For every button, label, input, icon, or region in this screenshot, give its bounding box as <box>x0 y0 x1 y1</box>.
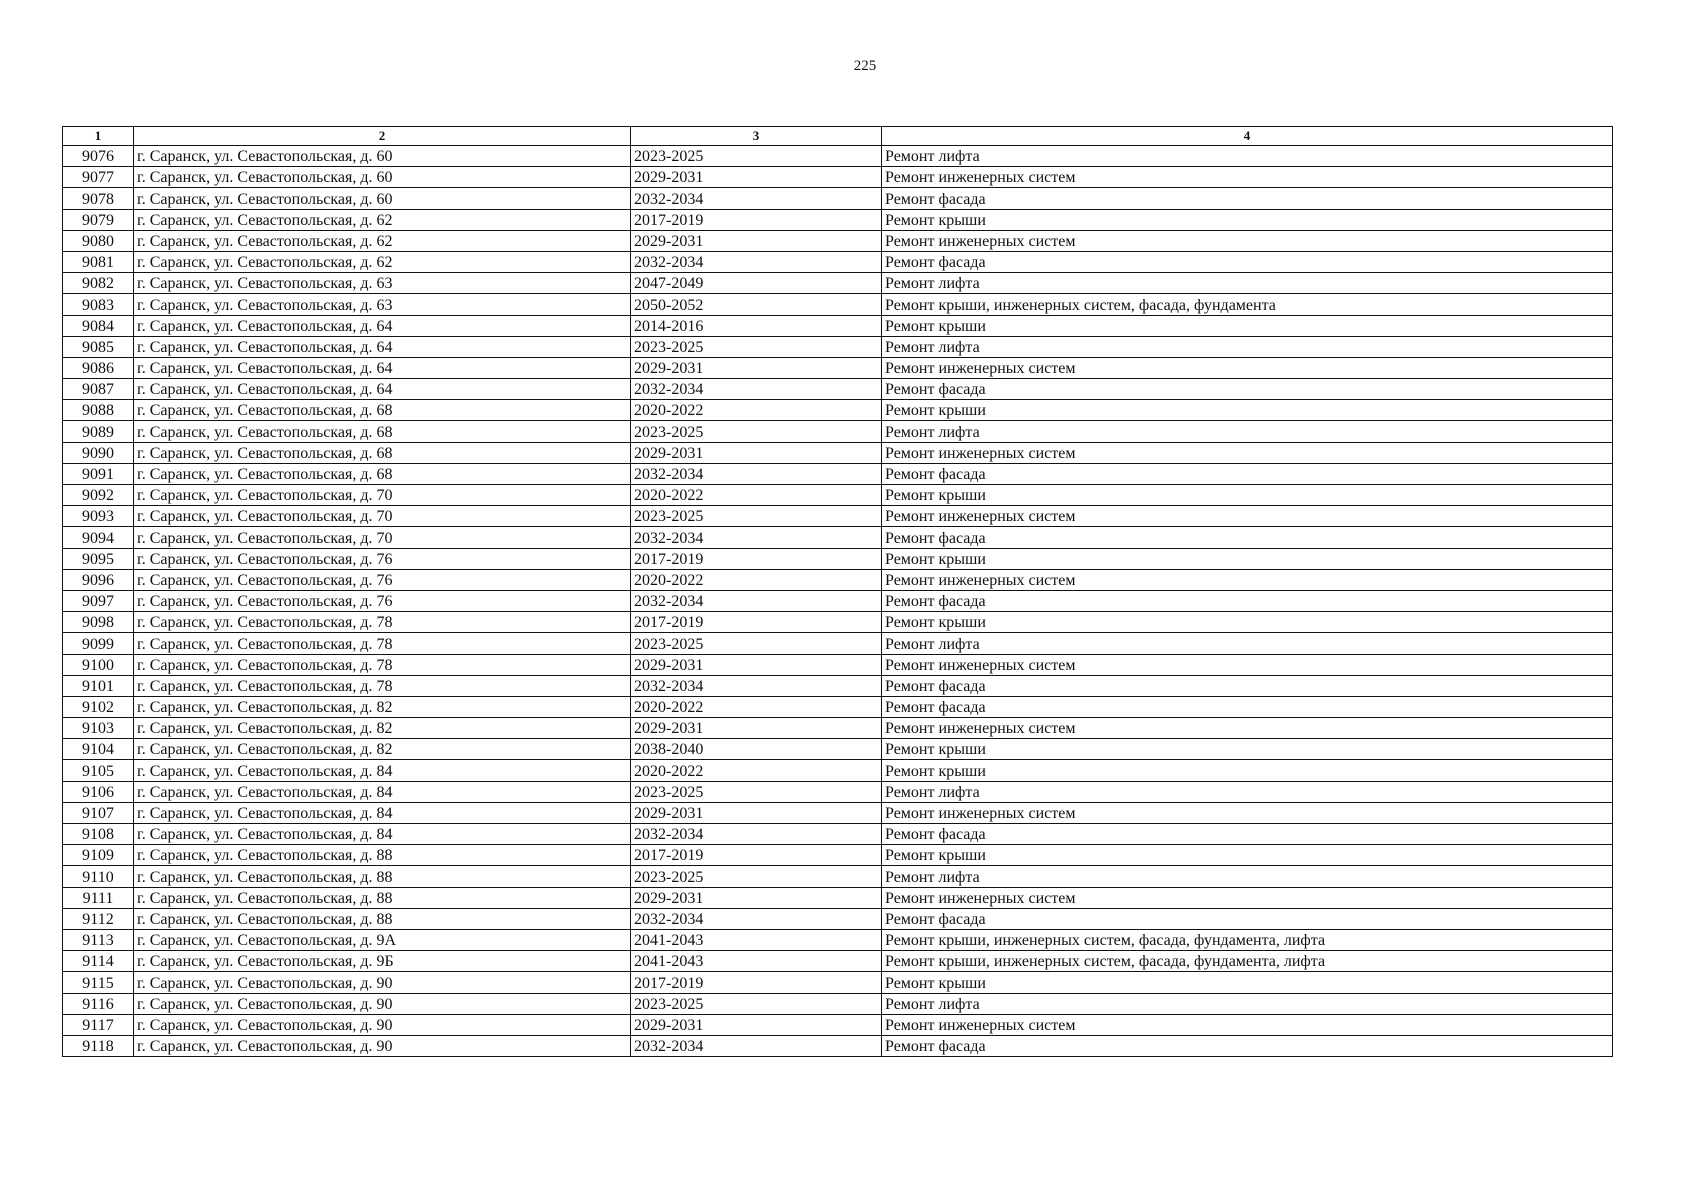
work-type-cell: Ремонт лифта <box>882 866 1613 887</box>
table-row <box>63 993 1613 1014</box>
address-cell: г. Саранск, ул. Севастопольская, д. 76 <box>134 590 631 611</box>
header-row <box>63 127 1613 146</box>
table-row <box>63 463 1613 484</box>
table-row <box>63 251 1613 272</box>
row-number: 9086 <box>63 357 134 378</box>
period-cell: 2014-2016 <box>631 315 882 336</box>
period-cell: 2050-2052 <box>631 294 882 315</box>
row-number: 9079 <box>63 209 134 230</box>
work-type-cell: Ремонт лифта <box>882 273 1613 294</box>
work-type-cell: Ремонт инженерных систем <box>882 230 1613 251</box>
work-type-cell: Ремонт инженерных систем <box>882 887 1613 908</box>
address-cell: г. Саранск, ул. Севастопольская, д. 60 <box>134 167 631 188</box>
page-number: 225 <box>853 58 877 74</box>
work-type-cell: Ремонт лифта <box>882 146 1613 167</box>
table-row <box>63 887 1613 908</box>
address-cell: г. Саранск, ул. Севастопольская, д. 82 <box>134 696 631 717</box>
address-cell: г. Саранск, ул. Севастопольская, д. 84 <box>134 802 631 823</box>
work-type-cell: Ремонт фасада <box>882 379 1613 400</box>
row-number: 9084 <box>63 315 134 336</box>
period-cell: 2029-2031 <box>631 167 882 188</box>
address-cell: г. Саранск, ул. Севастопольская, д. 76 <box>134 569 631 590</box>
work-type-cell: Ремонт крыши <box>882 972 1613 993</box>
row-number: 9104 <box>63 739 134 760</box>
address-cell: г. Саранск, ул. Севастопольская, д. 63 <box>134 294 631 315</box>
work-type-cell: Ремонт фасада <box>882 824 1613 845</box>
row-number: 9118 <box>63 1035 134 1056</box>
row-number: 9102 <box>63 696 134 717</box>
period-cell: 2032-2034 <box>631 188 882 209</box>
table-row <box>63 845 1613 866</box>
row-number: 9097 <box>63 590 134 611</box>
period-cell: 2032-2034 <box>631 379 882 400</box>
work-type-cell: Ремонт крыши <box>882 845 1613 866</box>
address-cell: г. Саранск, ул. Севастопольская, д. 68 <box>134 421 631 442</box>
row-number: 9076 <box>63 146 134 167</box>
address-cell: г. Саранск, ул. Севастопольская, д. 78 <box>134 633 631 654</box>
period-cell: 2032-2034 <box>631 590 882 611</box>
address-cell: г. Саранск, ул. Севастопольская, д. 84 <box>134 781 631 802</box>
row-number: 9087 <box>63 379 134 400</box>
work-type-cell: Ремонт крыши <box>882 209 1613 230</box>
address-cell: г. Саранск, ул. Севастопольская, д. 78 <box>134 612 631 633</box>
address-cell: г. Саранск, ул. Севастопольская, д. 90 <box>134 972 631 993</box>
work-type-cell: Ремонт крыши, инженерных систем, фасада, фундамента <box>882 294 1613 315</box>
row-number: 9113 <box>63 929 134 950</box>
address-cell: г. Саранск, ул. Севастопольская, д. 64 <box>134 379 631 400</box>
work-type-cell: Ремонт крыши <box>882 315 1613 336</box>
address-cell: г. Саранск, ул. Севастопольская, д. 64 <box>134 357 631 378</box>
table-row <box>63 972 1613 993</box>
table-row <box>63 336 1613 357</box>
period-cell: 2020-2022 <box>631 400 882 421</box>
address-cell: г. Саранск, ул. Севастопольская, д. 82 <box>134 739 631 760</box>
row-number: 9096 <box>63 569 134 590</box>
address-cell: г. Саранск, ул. Севастопольская, д. 62 <box>134 230 631 251</box>
work-type-cell: Ремонт крыши <box>882 760 1613 781</box>
row-number: 9107 <box>63 802 134 823</box>
table-row <box>63 866 1613 887</box>
row-number: 9111 <box>63 887 134 908</box>
period-cell: 2023-2025 <box>631 993 882 1014</box>
address-cell: г. Саранск, ул. Севастопольская, д. 64 <box>134 336 631 357</box>
row-number: 9117 <box>63 1014 134 1035</box>
row-number: 9114 <box>63 951 134 972</box>
table-row <box>63 273 1613 294</box>
address-cell: г. Саранск, ул. Севастопольская, д. 70 <box>134 506 631 527</box>
work-type-cell: Ремонт фасада <box>882 590 1613 611</box>
period-cell: 2029-2031 <box>631 230 882 251</box>
work-type-cell: Ремонт крыши <box>882 739 1613 760</box>
address-cell: г. Саранск, ул. Севастопольская, д. 70 <box>134 485 631 506</box>
work-type-cell: Ремонт фасада <box>882 696 1613 717</box>
row-number: 9106 <box>63 781 134 802</box>
table-header <box>63 127 1613 146</box>
row-number: 9095 <box>63 548 134 569</box>
period-cell: 2017-2019 <box>631 612 882 633</box>
address-cell: г. Саранск, ул. Севастопольская, д. 60 <box>134 188 631 209</box>
row-number: 9109 <box>63 845 134 866</box>
table-row <box>63 590 1613 611</box>
work-type-cell: Ремонт лифта <box>882 993 1613 1014</box>
table-row <box>63 442 1613 463</box>
work-type-cell: Ремонт инженерных систем <box>882 506 1613 527</box>
period-cell: 2023-2025 <box>631 146 882 167</box>
table-row <box>63 357 1613 378</box>
table-row <box>63 379 1613 400</box>
address-cell: г. Саранск, ул. Севастопольская, д. 88 <box>134 845 631 866</box>
work-type-cell: Ремонт лифта <box>882 421 1613 442</box>
table-row <box>63 167 1613 188</box>
period-cell: 2041-2043 <box>631 929 882 950</box>
header-col-3: 3 <box>631 127 882 146</box>
table-row <box>63 908 1613 929</box>
period-cell: 2023-2025 <box>631 781 882 802</box>
work-type-cell: Ремонт инженерных систем <box>882 167 1613 188</box>
table-row <box>63 654 1613 675</box>
work-type-cell: Ремонт крыши, инженерных систем, фасада, фундамента, лифта <box>882 929 1613 950</box>
work-type-cell: Ремонт инженерных систем <box>882 1014 1613 1035</box>
repair-schedule-table <box>62 126 1613 1057</box>
table-row <box>63 633 1613 654</box>
table-row <box>63 951 1613 972</box>
period-cell: 2029-2031 <box>631 654 882 675</box>
row-number: 9100 <box>63 654 134 675</box>
period-cell: 2023-2025 <box>631 336 882 357</box>
row-number: 9077 <box>63 167 134 188</box>
period-cell: 2029-2031 <box>631 802 882 823</box>
row-number: 9105 <box>63 760 134 781</box>
table-row <box>63 209 1613 230</box>
period-cell: 2023-2025 <box>631 633 882 654</box>
row-number: 9115 <box>63 972 134 993</box>
address-cell: г. Саранск, ул. Севастопольская, д. 64 <box>134 315 631 336</box>
work-type-cell: Ремонт фасада <box>882 188 1613 209</box>
work-type-cell: Ремонт инженерных систем <box>882 654 1613 675</box>
row-number: 9093 <box>63 506 134 527</box>
address-cell: г. Саранск, ул. Севастопольская, д. 78 <box>134 654 631 675</box>
address-cell: г. Саранск, ул. Севастопольская, д. 63 <box>134 273 631 294</box>
work-type-cell: Ремонт лифта <box>882 781 1613 802</box>
row-number: 9081 <box>63 251 134 272</box>
period-cell: 2023-2025 <box>631 421 882 442</box>
period-cell: 2029-2031 <box>631 887 882 908</box>
row-number: 9083 <box>63 294 134 315</box>
period-cell: 2041-2043 <box>631 951 882 972</box>
table-row <box>63 612 1613 633</box>
period-cell: 2023-2025 <box>631 866 882 887</box>
table-row <box>63 146 1613 167</box>
address-cell: г. Саранск, ул. Севастопольская, д. 78 <box>134 675 631 696</box>
header-col-2: 2 <box>134 127 631 146</box>
row-number: 9103 <box>63 718 134 739</box>
address-cell: г. Саранск, ул. Севастопольская, д. 70 <box>134 527 631 548</box>
work-type-cell: Ремонт инженерных систем <box>882 357 1613 378</box>
period-cell: 2032-2034 <box>631 527 882 548</box>
address-cell: г. Саранск, ул. Севастопольская, д. 9Б <box>134 951 631 972</box>
table-row <box>63 421 1613 442</box>
work-type-cell: Ремонт крыши <box>882 485 1613 506</box>
table-row <box>63 569 1613 590</box>
table-row <box>63 485 1613 506</box>
table-row <box>63 739 1613 760</box>
period-cell: 2017-2019 <box>631 845 882 866</box>
work-type-cell: Ремонт фасада <box>882 527 1613 548</box>
period-cell: 2032-2034 <box>631 251 882 272</box>
table-row <box>63 929 1613 950</box>
table-row <box>63 506 1613 527</box>
address-cell: г. Саранск, ул. Севастопольская, д. 76 <box>134 548 631 569</box>
address-cell: г. Саранск, ул. Севастопольская, д. 90 <box>134 993 631 1014</box>
work-type-cell: Ремонт крыши, инженерных систем, фасада, фундамента, лифта <box>882 951 1613 972</box>
table-row <box>63 400 1613 421</box>
period-cell: 2029-2031 <box>631 718 882 739</box>
work-type-cell: Ремонт фасада <box>882 675 1613 696</box>
period-cell: 2047-2049 <box>631 273 882 294</box>
work-type-cell: Ремонт лифта <box>882 633 1613 654</box>
work-type-cell: Ремонт фасада <box>882 463 1613 484</box>
period-cell: 2017-2019 <box>631 972 882 993</box>
row-number: 9090 <box>63 442 134 463</box>
table-row <box>63 781 1613 802</box>
address-cell: г. Саранск, ул. Севастопольская, д. 82 <box>134 718 631 739</box>
row-number: 9088 <box>63 400 134 421</box>
row-number: 9091 <box>63 463 134 484</box>
period-cell: 2020-2022 <box>631 760 882 781</box>
table-row <box>63 675 1613 696</box>
period-cell: 2017-2019 <box>631 209 882 230</box>
row-number: 9112 <box>63 908 134 929</box>
row-number: 9085 <box>63 336 134 357</box>
table-row <box>63 1014 1613 1035</box>
period-cell: 2032-2034 <box>631 908 882 929</box>
period-cell: 2017-2019 <box>631 548 882 569</box>
table-row <box>63 188 1613 209</box>
row-number: 9089 <box>63 421 134 442</box>
work-type-cell: Ремонт крыши <box>882 548 1613 569</box>
address-cell: г. Саранск, ул. Севастопольская, д. 90 <box>134 1035 631 1056</box>
address-cell: г. Саранск, ул. Севастопольская, д. 88 <box>134 908 631 929</box>
header-col-4: 4 <box>882 127 1613 146</box>
row-number: 9110 <box>63 866 134 887</box>
row-number: 9108 <box>63 824 134 845</box>
work-type-cell: Ремонт фасада <box>882 908 1613 929</box>
work-type-cell: Ремонт фасада <box>882 251 1613 272</box>
address-cell: г. Саранск, ул. Севастопольская, д. 62 <box>134 209 631 230</box>
address-cell: г. Саранск, ул. Севастопольская, д. 62 <box>134 251 631 272</box>
period-cell: 2020-2022 <box>631 569 882 590</box>
address-cell: г. Саранск, ул. Севастопольская, д. 68 <box>134 463 631 484</box>
table-row <box>63 294 1613 315</box>
address-cell: г. Саранск, ул. Севастопольская, д. 9А <box>134 929 631 950</box>
table-row <box>63 315 1613 336</box>
period-cell: 2032-2034 <box>631 1035 882 1056</box>
row-number: 9099 <box>63 633 134 654</box>
period-cell: 2032-2034 <box>631 824 882 845</box>
table-row <box>63 527 1613 548</box>
row-number: 9078 <box>63 188 134 209</box>
row-number: 9082 <box>63 273 134 294</box>
work-type-cell: Ремонт лифта <box>882 336 1613 357</box>
table-row <box>63 802 1613 823</box>
period-cell: 2029-2031 <box>631 442 882 463</box>
row-number: 9101 <box>63 675 134 696</box>
address-cell: г. Саранск, ул. Севастопольская, д. 90 <box>134 1014 631 1035</box>
work-type-cell: Ремонт инженерных систем <box>882 718 1613 739</box>
work-type-cell: Ремонт фасада <box>882 1035 1613 1056</box>
address-cell: г. Саранск, ул. Севастопольская, д. 88 <box>134 866 631 887</box>
work-type-cell: Ремонт инженерных систем <box>882 569 1613 590</box>
period-cell: 2032-2034 <box>631 675 882 696</box>
period-cell: 2032-2034 <box>631 463 882 484</box>
address-cell: г. Саранск, ул. Севастопольская, д. 60 <box>134 146 631 167</box>
row-number: 9116 <box>63 993 134 1014</box>
work-type-cell: Ремонт крыши <box>882 400 1613 421</box>
table-body <box>63 146 1613 1057</box>
table-row <box>63 548 1613 569</box>
table-row <box>63 230 1613 251</box>
table-row <box>63 718 1613 739</box>
address-cell: г. Саранск, ул. Севастопольская, д. 84 <box>134 824 631 845</box>
table-row <box>63 1035 1613 1056</box>
address-cell: г. Саранск, ул. Севастопольская, д. 88 <box>134 887 631 908</box>
period-cell: 2020-2022 <box>631 485 882 506</box>
row-number: 9080 <box>63 230 134 251</box>
header-col-1: 1 <box>63 127 134 146</box>
period-cell: 2029-2031 <box>631 1014 882 1035</box>
period-cell: 2020-2022 <box>631 696 882 717</box>
work-type-cell: Ремонт инженерных систем <box>882 802 1613 823</box>
work-type-cell: Ремонт инженерных систем <box>882 442 1613 463</box>
address-cell: г. Саранск, ул. Севастопольская, д. 68 <box>134 400 631 421</box>
row-number: 9098 <box>63 612 134 633</box>
work-type-cell: Ремонт крыши <box>882 612 1613 633</box>
period-cell: 2023-2025 <box>631 506 882 527</box>
table-row <box>63 824 1613 845</box>
address-cell: г. Саранск, ул. Севастопольская, д. 68 <box>134 442 631 463</box>
row-number: 9094 <box>63 527 134 548</box>
period-cell: 2038-2040 <box>631 739 882 760</box>
period-cell: 2029-2031 <box>631 357 882 378</box>
table-row <box>63 696 1613 717</box>
address-cell: г. Саранск, ул. Севастопольская, д. 84 <box>134 760 631 781</box>
table-row <box>63 760 1613 781</box>
row-number: 9092 <box>63 485 134 506</box>
